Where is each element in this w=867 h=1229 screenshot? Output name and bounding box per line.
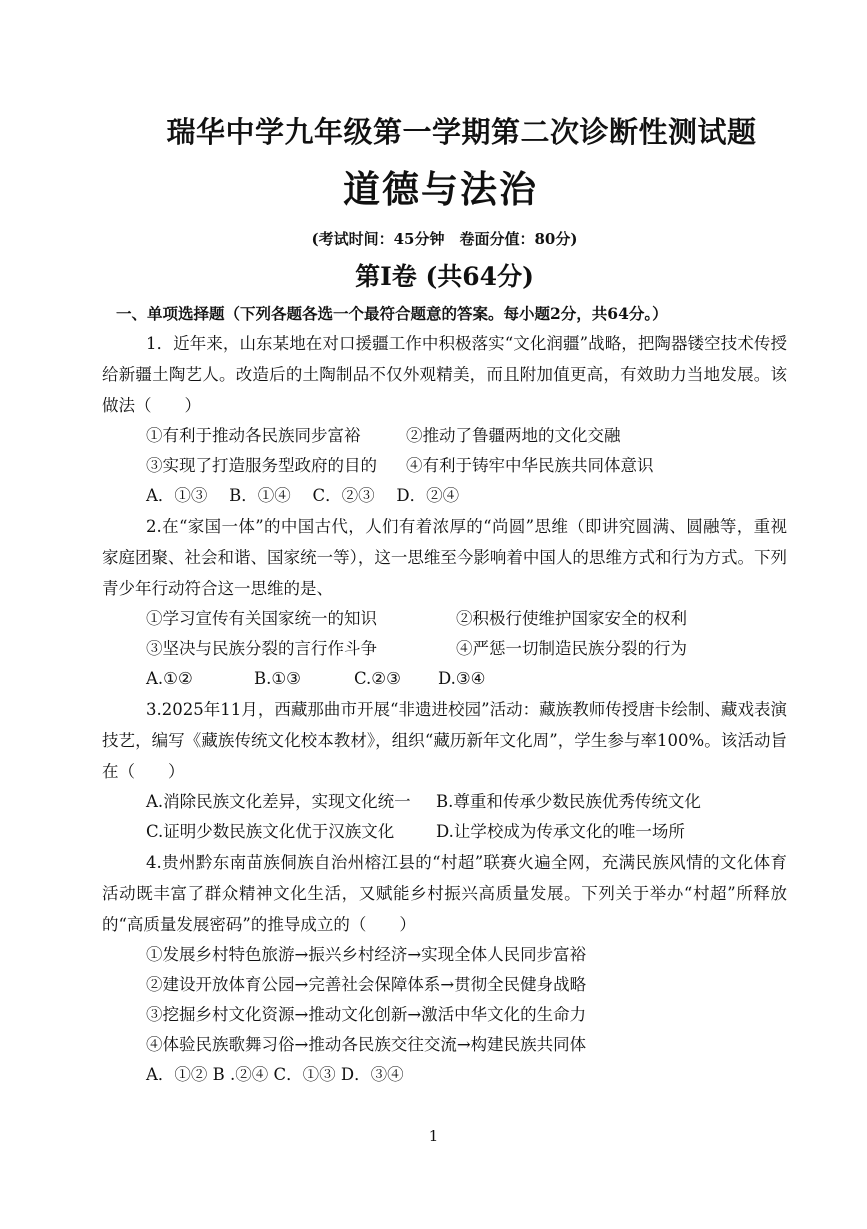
question-4 <box>102 847 787 1090</box>
q1-choices: A．①③ B．①④ C．②③ D．②④ <box>146 486 460 505</box>
q2-choice-c: C.②③ <box>354 669 401 688</box>
question-2-options-row-1 <box>102 604 787 634</box>
exam-info: (考试时间：45分钟 卷面分值：80分) <box>311 230 578 248</box>
q4-statement-4: ④体验民族歌舞习俗→推动各民族交往交流→构建民族共同体 <box>146 1035 587 1054</box>
question-1-stem: 1．近年来，山东某地在对口援疆工作中积极落实“文化润疆”战略，把陶器镂空技术传授给新疆土陶艺人。改造后的土陶制品不仅外观精美，而且附加值更高，有效助力当地发展。该做法（ ） <box>102 334 787 415</box>
q2-choice-a: A.①② <box>146 669 193 688</box>
q2-choices <box>102 664 787 694</box>
question-2-options-row-2 <box>102 634 787 664</box>
q2-statement-3: ③坚决与民族分裂的言行作斗争 <box>146 639 377 658</box>
q2-statement-1: ①学习宣传有关国家统一的知识 <box>146 609 377 628</box>
q4-statement-1: ①发展乡村特色旅游→振兴乡村经济→实现全体人民同步富裕 <box>146 945 587 964</box>
school-exam-title: 瑞华中学九年级第一学期第二次诊断性测试题 <box>166 115 757 149</box>
question-3-options-row-2 <box>102 817 787 847</box>
question-2 <box>102 511 787 694</box>
question-3-options-row-1 <box>102 787 787 817</box>
question-3-stem: 3.2025年11月，西藏那曲市开展“非遗进校园”活动：藏族教师传授唐卡绘制、藏戏表演技艺，编写《藏族传统文化校本教材》，组织“藏历新年文化周”，学生参与率100%。该活动旨在（ ） <box>102 700 787 781</box>
question-4-stem: 4.贵州黔东南苗族侗族自治州榕江县的“村超”联赛火遍全网，充满民族风情的文化体育活动既丰富了群众精神文化生活，又赋能乡村振兴高质量发展。下列关于举办“村超”所释放的“高质量发展密码”的推导成立的（ ） <box>102 853 787 934</box>
q2-choice-b: B.①③ <box>254 669 301 688</box>
q4-statement-2: ②建设开放体育公园→完善社会保障体系→贯彻全民健身战略 <box>146 975 587 994</box>
question-1-options-row-1 <box>102 421 787 451</box>
question-1-options-row-2 <box>102 451 787 481</box>
question-1 <box>102 328 787 511</box>
page-number: 1 <box>428 1127 439 1145</box>
question-2-stem: 2.在“家国一体”的中国古代，人们有着浓厚的“尚圆”思维（即讲究圆满、圆融等，重视家庭团聚、社会和谐、国家统一等），这一思维至今影响着中国人的思维方式和行为方式。下列青少年行动符合这一思维的是、 <box>102 517 787 598</box>
q2-choice-d: D.③④ <box>438 669 486 688</box>
q2-statement-2: ②积极行使维护国家安全的权利 <box>456 609 687 628</box>
q1-statement-4: ④有利于铸牢中华民族共同体意识 <box>406 456 654 475</box>
section-heading: 一、单项选择题（下列各题各选一个最符合题意的答案。每小题2分，共64分。） <box>116 304 668 323</box>
q1-statement-1: ①有利于推动各民族同步富裕 <box>146 426 361 445</box>
volume-heading: 第Ⅰ卷 (共64分) <box>355 262 534 291</box>
question-3 <box>102 694 787 847</box>
subject-title: 道德与法治 <box>343 167 538 211</box>
q3-choice-c: C.证明少数民族文化优于汉族文化 <box>146 822 395 841</box>
q4-statement-3: ③挖掘乡村文化资源→推动文化创新→激活中华文化的生命力 <box>146 1005 587 1024</box>
q3-choice-b: B.尊重和传承少数民族优秀传统文化 <box>436 792 701 811</box>
q4-choices: A．①② B .②④ C．①③ D．③④ <box>146 1065 404 1084</box>
q1-statement-2: ②推动了鲁疆两地的文化交融 <box>406 426 621 445</box>
q1-statement-3: ③实现了打造服务型政府的目的 <box>146 456 377 475</box>
q2-statement-4: ④严惩一切制造民族分裂的行为 <box>456 639 687 658</box>
q3-choice-a: A.消除民族文化差异，实现文化统一 <box>146 792 411 811</box>
q3-choice-d: D.让学校成为传承文化的唯一场所 <box>436 822 685 841</box>
